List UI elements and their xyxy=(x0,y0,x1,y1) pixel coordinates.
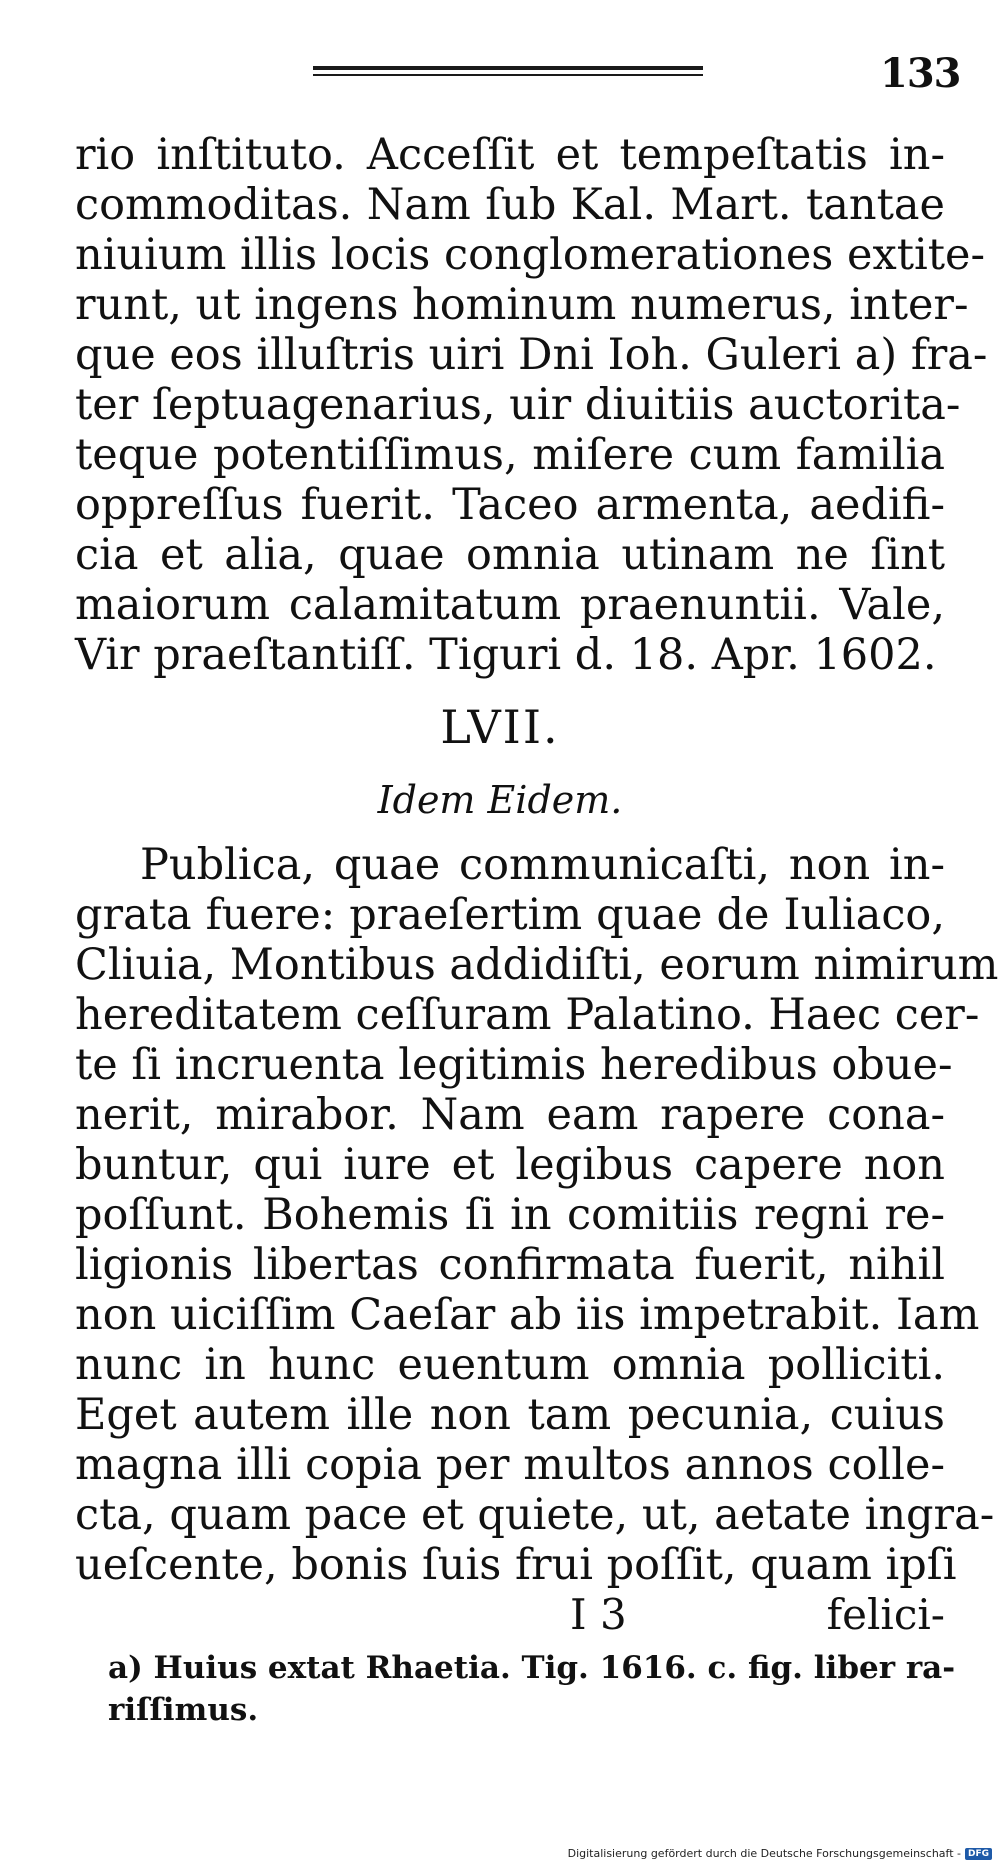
body-line: hereditatem ceſſuram Palatino. Haec cer- xyxy=(75,990,980,1040)
body-line: grata fuere: praeſertim quae de Iuliaco, xyxy=(75,890,945,940)
body-line: magna illi copia per multos annos colle- xyxy=(75,1440,945,1490)
body-line: teque potentiſſimus, miſere cum familia xyxy=(75,430,945,480)
dfg-logo-icon: DFG xyxy=(965,1848,992,1860)
digitization-credit xyxy=(568,1847,992,1860)
signature-mark: I 3 xyxy=(570,1590,627,1639)
body-line: poſſunt. Bohemis ſi in comitiis regni re- xyxy=(75,1190,945,1240)
body-line: que eos illuſtris uiri Dni Ioh. Guleri a) fra- xyxy=(75,330,988,380)
page-number: 133 xyxy=(880,50,961,97)
header-rule-thick xyxy=(313,66,703,70)
body-line: runt, ut ingens hominum numerus, inter- xyxy=(75,280,969,330)
section-numeral: LVII. xyxy=(440,700,560,754)
footnote-line: a) Huius extat Rhaetia. Tig. 1616. c. fig. liber ra- xyxy=(108,1650,956,1686)
body-line: buntur, qui iure et legibus capere non xyxy=(75,1140,945,1190)
body-line: ueſcente, bonis ſuis frui poſſit, quam ipſi xyxy=(75,1540,957,1590)
body-line: Eget autem ille non tam pecunia, cuius xyxy=(75,1390,945,1440)
body-line: ligionis libertas confirmata fuerit, nihil xyxy=(75,1240,945,1290)
body-line: Cliuia, Montibus addidiſti, eorum nimirum xyxy=(75,940,999,990)
body-line: cta, quam pace et quiete, ut, aetate ingra- xyxy=(75,1490,995,1540)
body-line: cia et alia, quae omnia utinam ne ſint xyxy=(75,530,945,580)
header-rule xyxy=(313,62,703,78)
body-line: Publica, quae communicaſti, non in- xyxy=(140,840,945,890)
body-line: nunc in hunc euentum omnia polliciti. xyxy=(75,1340,945,1390)
body-line: te ſi incruenta legitimis heredibus obue- xyxy=(75,1040,953,1090)
body-line: nerit, mirabor. Nam eam rapere cona- xyxy=(75,1090,945,1140)
body-line: Vir praeſtantiſſ. Tiguri d. 18. Apr. 1602. xyxy=(75,630,937,680)
body-line: rio inſtituto. Acceſſit et tempeſtatis in- xyxy=(75,130,945,180)
section-subtitle: Idem Eidem. xyxy=(377,778,623,822)
body-line: niuium illis locis conglomerationes extite- xyxy=(75,230,986,280)
body-line: oppreſſus fuerit. Taceo armenta, aedifi- xyxy=(75,480,945,530)
header-rule-thin xyxy=(313,74,703,76)
body-line: maiorum calamitatum praenuntii. Vale, xyxy=(75,580,945,630)
body-line: ter ſeptuagenarius, uir diuitiis auctorita- xyxy=(75,380,961,430)
footnote-line: riſſimus. xyxy=(108,1692,259,1728)
catchword: felici- xyxy=(826,1590,945,1639)
body-line: non uiciſſim Caeſar ab iis impetrabit. Iam xyxy=(75,1290,980,1340)
credit-text: Digitalisierung gefördert durch die Deutsche Forschungsgemeinschaft - xyxy=(567,1847,961,1860)
body-line: commoditas. Nam ſub Kal. Mart. tantae xyxy=(75,180,945,230)
